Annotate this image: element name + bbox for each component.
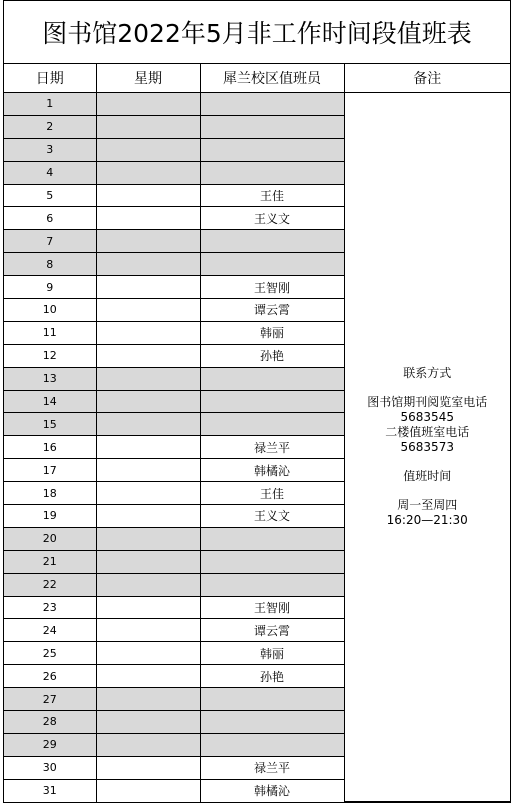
weekday-cell	[96, 573, 200, 596]
staff-cell	[200, 93, 344, 116]
weekday-cell	[96, 550, 200, 573]
date-cell: 6	[4, 207, 96, 230]
weekday-cell	[96, 321, 200, 344]
date-cell: 18	[4, 482, 96, 505]
staff-cell	[200, 138, 344, 161]
weekday-cell	[96, 207, 200, 230]
weekday-cell	[96, 344, 200, 367]
duty-time-heading: 值班时间	[403, 469, 452, 484]
weekday-cell	[96, 459, 200, 482]
weekday-cell	[96, 665, 200, 688]
staff-cell: 谭云霄	[200, 619, 344, 642]
duty-days: 周一至周四	[397, 498, 458, 513]
weekday-cell	[96, 596, 200, 619]
staff-cell: 韩丽	[200, 642, 344, 665]
staff-cell	[200, 390, 344, 413]
date-cell: 23	[4, 596, 96, 619]
date-cell: 15	[4, 413, 96, 436]
date-cell: 20	[4, 527, 96, 550]
contact-heading: 联系方式	[403, 366, 452, 381]
weekday-cell	[96, 711, 200, 734]
staff-cell	[200, 573, 344, 596]
staff-cell	[200, 367, 344, 390]
date-cell: 4	[4, 161, 96, 184]
staff-cell	[200, 230, 344, 253]
staff-cell: 韩橘沁	[200, 779, 344, 801]
date-cell: 9	[4, 276, 96, 299]
duty-hours: 16:20—21:30	[386, 513, 468, 528]
staff-cell: 禄兰平	[200, 756, 344, 779]
staff-cell: 禄兰平	[200, 436, 344, 459]
header-weekday: 星期	[96, 64, 200, 93]
date-cell: 27	[4, 688, 96, 711]
weekday-cell	[96, 367, 200, 390]
weekday-cell	[96, 733, 200, 756]
staff-cell: 王智刚	[200, 596, 344, 619]
date-cell: 11	[4, 321, 96, 344]
staff-cell: 王佳	[200, 184, 344, 207]
staff-cell: 王佳	[200, 482, 344, 505]
staff-cell: 王智刚	[200, 276, 344, 299]
date-cell: 12	[4, 344, 96, 367]
date-cell: 21	[4, 550, 96, 573]
staff-cell: 孙艳	[200, 665, 344, 688]
reading-room-label: 图书馆期刊阅览室电话	[367, 395, 488, 410]
weekday-cell	[96, 230, 200, 253]
date-cell: 3	[4, 138, 96, 161]
date-cell: 26	[4, 665, 96, 688]
weekday-cell	[96, 482, 200, 505]
schedule-table	[4, 64, 510, 802]
date-cell: 19	[4, 505, 96, 528]
staff-cell: 韩丽	[200, 321, 344, 344]
staff-cell	[200, 733, 344, 756]
date-cell: 8	[4, 253, 96, 276]
staff-cell	[200, 413, 344, 436]
staff-cell	[200, 253, 344, 276]
date-cell: 22	[4, 573, 96, 596]
weekday-cell	[96, 779, 200, 801]
date-cell: 30	[4, 756, 96, 779]
weekday-cell	[96, 276, 200, 299]
weekday-cell	[96, 413, 200, 436]
date-cell: 28	[4, 711, 96, 734]
weekday-cell	[96, 527, 200, 550]
weekday-cell	[96, 619, 200, 642]
weekday-cell	[96, 253, 200, 276]
reading-room-phone: 5683545	[400, 410, 454, 425]
staff-cell: 谭云霄	[200, 299, 344, 322]
notes-cell	[344, 93, 510, 802]
date-cell: 31	[4, 779, 96, 801]
weekday-cell	[96, 161, 200, 184]
schedule-sheet	[3, 0, 511, 803]
date-cell: 25	[4, 642, 96, 665]
duty-room-phone: 5683573	[400, 440, 454, 455]
page-title: 图书馆2022年5月非工作时间段值班表	[4, 1, 510, 64]
date-cell: 13	[4, 367, 96, 390]
staff-cell	[200, 527, 344, 550]
date-cell: 17	[4, 459, 96, 482]
weekday-cell	[96, 688, 200, 711]
weekday-cell	[96, 642, 200, 665]
date-cell: 5	[4, 184, 96, 207]
staff-cell	[200, 161, 344, 184]
weekday-cell	[96, 138, 200, 161]
staff-cell: 王义文	[200, 505, 344, 528]
weekday-cell	[96, 505, 200, 528]
date-cell: 1	[4, 93, 96, 116]
table-row	[4, 93, 510, 116]
header-staff: 犀兰校区值班员	[200, 64, 344, 93]
date-cell: 29	[4, 733, 96, 756]
date-cell: 14	[4, 390, 96, 413]
date-cell: 24	[4, 619, 96, 642]
date-cell: 16	[4, 436, 96, 459]
weekday-cell	[96, 184, 200, 207]
header-date: 日期	[4, 64, 96, 93]
staff-cell	[200, 115, 344, 138]
duty-room-label: 二楼值班室电话	[385, 425, 470, 440]
weekday-cell	[96, 390, 200, 413]
staff-cell	[200, 711, 344, 734]
weekday-cell	[96, 93, 200, 116]
weekday-cell	[96, 756, 200, 779]
weekday-cell	[96, 299, 200, 322]
weekday-cell	[96, 115, 200, 138]
header-notes: 备注	[344, 64, 510, 93]
date-cell: 10	[4, 299, 96, 322]
header-row	[4, 64, 510, 93]
staff-cell	[200, 688, 344, 711]
staff-cell: 韩橘沁	[200, 459, 344, 482]
weekday-cell	[96, 436, 200, 459]
date-cell: 7	[4, 230, 96, 253]
staff-cell: 王义文	[200, 207, 344, 230]
staff-cell: 孙艳	[200, 344, 344, 367]
date-cell: 2	[4, 115, 96, 138]
staff-cell	[200, 550, 344, 573]
